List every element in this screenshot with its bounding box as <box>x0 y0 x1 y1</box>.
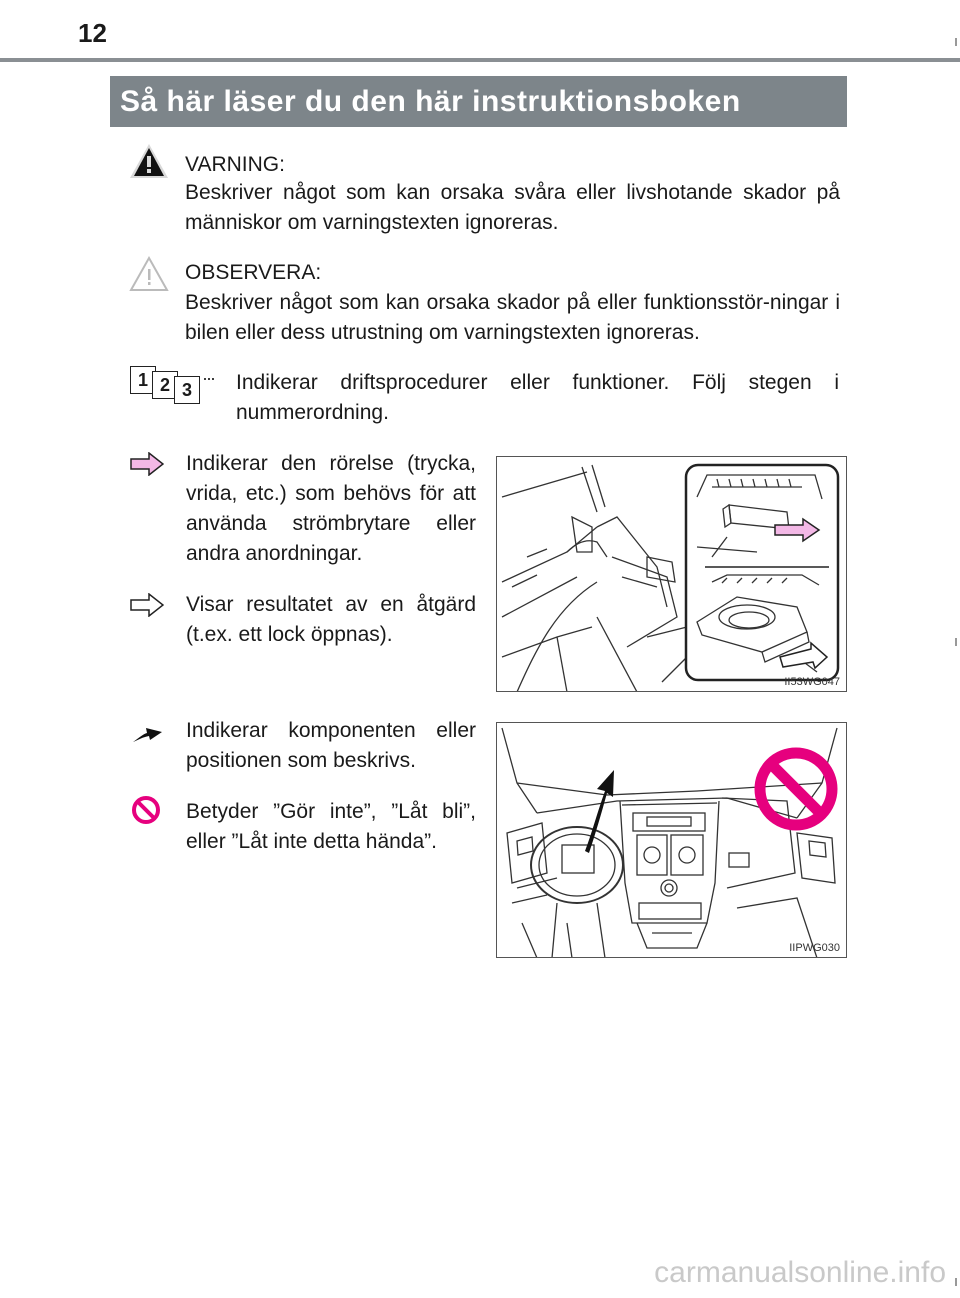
numbered-steps-icon <box>130 366 220 406</box>
page-number: 12 <box>78 18 107 48</box>
step-dots: ··· <box>202 368 214 388</box>
watermark-brand: carmanualsonline.info <box>654 1256 946 1289</box>
pointer-text: Indikerar komponenten eller positionen som beskrivs. <box>186 719 476 772</box>
crop-mark <box>955 638 957 646</box>
dashboard-illustration <box>497 723 847 958</box>
prohibition-icon <box>131 795 161 825</box>
notice-text: Beskriver något som kan orsaka skador på eller funktionsstör-ningar i bilen eller dess utrustning om varningstexten ignoreras. <box>185 291 840 344</box>
section-title: Så här läser du den här instruktionsboken <box>110 76 847 127</box>
result-text: Visar resultatet av en åtgärd (t.ex. ett lock öppnas). <box>186 593 476 646</box>
crop-mark <box>955 1278 957 1286</box>
prohibition-text: Betyder ”Gör inte”, ”Låt bli”, eller ”Låt inte detta hända”. <box>186 800 476 853</box>
step-number-1: 1 <box>130 366 156 394</box>
outline-arrow-icon <box>130 593 164 617</box>
action-text: Indikerar den rörelse (trycka, vrida, etc.) som behövs för att använda strömbrytare eller andra anordningar. <box>186 452 476 565</box>
warning-triangle-filled-icon <box>128 142 170 180</box>
pointer-arrow-icon <box>131 722 165 744</box>
warning-heading: VARNING: <box>185 153 285 176</box>
filled-arrow-icon <box>130 452 164 476</box>
step-number-3: 3 <box>174 376 200 404</box>
dashboard-figure <box>496 722 847 958</box>
step-number-2: 2 <box>152 371 178 399</box>
header-rule <box>0 58 960 62</box>
figure-code: IIPWG030 <box>789 942 840 954</box>
crop-mark <box>955 38 957 46</box>
cupholder-figure <box>496 456 847 692</box>
figure-code: II53WG047 <box>784 676 840 688</box>
warning-text: Beskriver något som kan orsaka svåra eller livshotande skador på människor om varningstexten ignoreras. <box>185 181 840 234</box>
warning-triangle-outline-icon <box>128 255 170 293</box>
notice-heading: OBSERVERA: <box>185 261 322 284</box>
steps-text: Indikerar driftsprocedurer eller funktioner. Följ stegen i nummerordning. <box>236 371 839 424</box>
cupholder-illustration <box>497 457 847 692</box>
